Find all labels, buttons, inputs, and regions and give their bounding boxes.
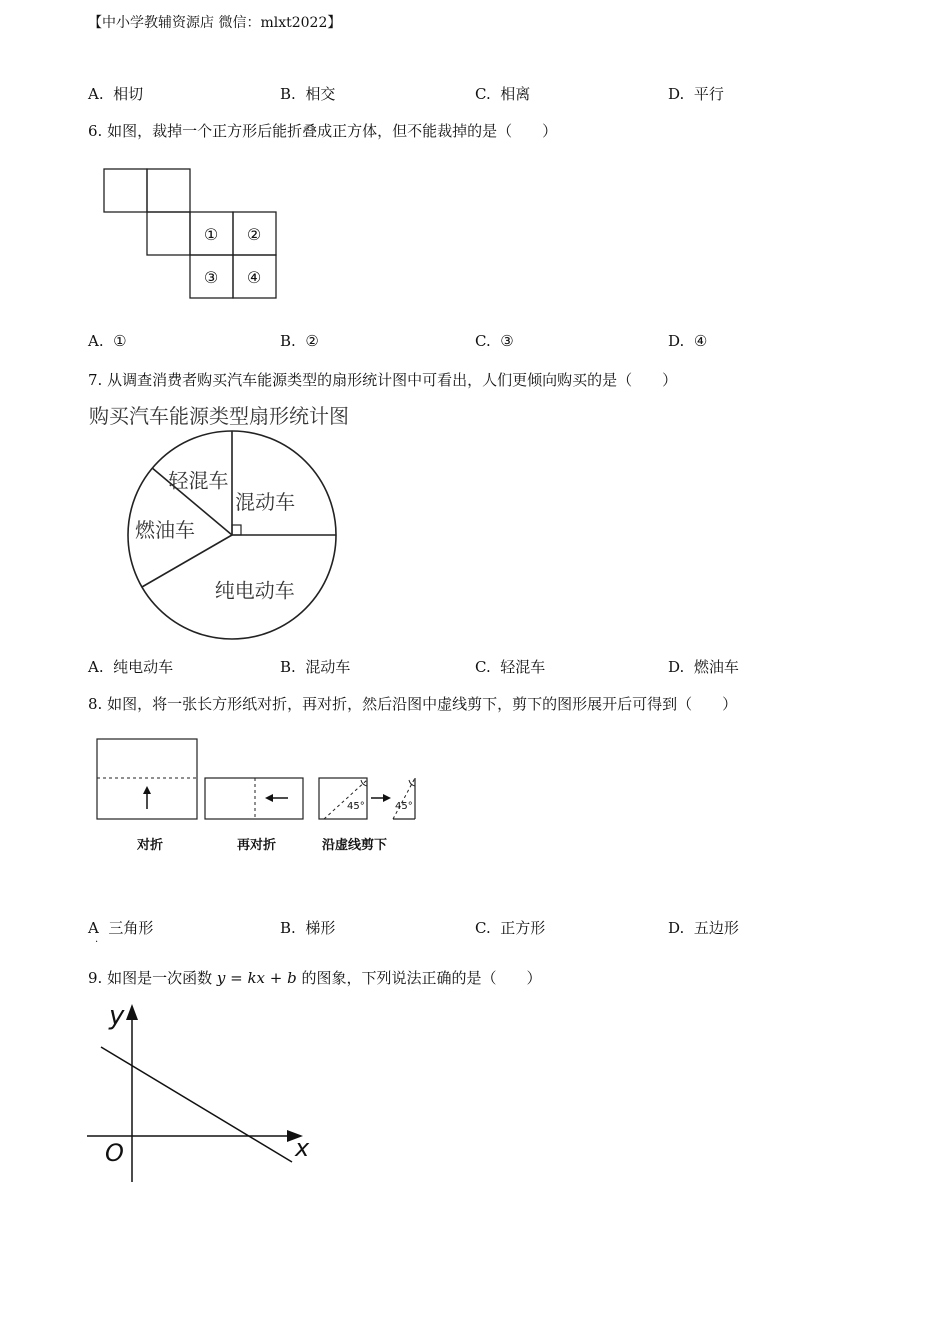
net-square bbox=[147, 169, 190, 212]
caption-fold: 对折 bbox=[137, 838, 164, 853]
q5-option-d[interactable]: D. 平行 bbox=[668, 85, 724, 103]
q9-formula: y = kx + b bbox=[216, 969, 297, 987]
x-axis-label: x bbox=[295, 1134, 310, 1162]
step2-rect bbox=[205, 778, 303, 819]
q8-option-b[interactable]: B. 梯形 bbox=[280, 919, 336, 937]
q5-option-b[interactable]: B. 相交 bbox=[280, 85, 336, 103]
stray-dot: . bbox=[95, 934, 99, 945]
q7-stem: 7. 从调查消费者购买汽车能源类型的扇形统计图中可看出，人们更倾向购买的是（ ） bbox=[88, 371, 678, 389]
q7-pie-chart bbox=[85, 398, 385, 643]
angle-label-2: 45° bbox=[395, 801, 413, 812]
left-arrow-icon bbox=[265, 794, 273, 802]
q5-option-c[interactable]: C. 相离 bbox=[475, 85, 531, 103]
net-label-3: ③ bbox=[203, 268, 219, 287]
y-axis-label: y bbox=[109, 1001, 125, 1031]
caption-fold-again: 再对折 bbox=[237, 838, 277, 853]
q7-option-b[interactable]: B. 混动车 bbox=[280, 658, 351, 676]
q8-paper-folding-figure bbox=[95, 736, 425, 826]
q8-option-c[interactable]: C. 正方形 bbox=[475, 919, 546, 937]
q9-linear-graph bbox=[85, 998, 325, 1188]
q8-stem: 8. 如图，将一张长方形纸对折，再对折，然后沿图中虚线剪下，剪下的图形展开后可得到（ ） bbox=[88, 695, 738, 713]
q6-option-c[interactable]: C. ③ bbox=[475, 332, 514, 350]
q6-cube-net-figure bbox=[100, 165, 285, 305]
net-label-2: ② bbox=[246, 225, 262, 244]
pie-title: 购买汽车能源类型扇形统计图 bbox=[89, 404, 349, 428]
pie-slice-label: 燃油车 bbox=[135, 518, 196, 543]
net-square bbox=[147, 212, 190, 255]
up-arrow-icon bbox=[143, 786, 151, 794]
q6-option-a[interactable]: A. ① bbox=[88, 332, 127, 350]
q5-option-a[interactable]: A. 相切 bbox=[88, 85, 144, 103]
angle-label-1: 45° bbox=[347, 801, 365, 812]
q6-option-d[interactable]: D. ④ bbox=[668, 332, 708, 350]
q8-option-d[interactable]: D. 五边形 bbox=[668, 919, 739, 937]
net-label-1: ① bbox=[203, 225, 219, 244]
pie-slice-label: 轻混车 bbox=[168, 468, 229, 493]
pie-slice-label: 混动车 bbox=[235, 489, 296, 514]
q6-stem: 6. 如图，裁掉一个正方形后能折叠成正方体，但不能裁掉的是（ ） bbox=[88, 122, 558, 140]
q7-option-d[interactable]: D. 燃油车 bbox=[668, 658, 739, 676]
step3-cut-line bbox=[324, 780, 367, 819]
q6-option-b[interactable]: B. ② bbox=[280, 332, 319, 350]
y-axis-arrow-icon bbox=[126, 1004, 138, 1020]
right-arrow-icon bbox=[383, 794, 391, 802]
header-banner: 【中小学教辅资源店 微信：mlxt2022】 bbox=[88, 15, 342, 31]
net-square bbox=[104, 169, 147, 212]
caption-cut: 沿虚线剪下 bbox=[322, 838, 388, 853]
net-label-4: ④ bbox=[246, 268, 262, 287]
q7-option-a[interactable]: A. 纯电动车 bbox=[88, 658, 174, 676]
q9-stem: 9. 如图是一次函数 y = kx + b 的图象，下列说法正确的是（ ） bbox=[88, 969, 542, 987]
right-angle-mark bbox=[232, 525, 241, 535]
q8-option-a[interactable]: A 三角形 bbox=[88, 919, 154, 937]
q7-option-c[interactable]: C. 轻混车 bbox=[475, 658, 546, 676]
angle-arc-2 bbox=[409, 780, 415, 786]
step3-rect bbox=[319, 778, 367, 819]
origin-label: O bbox=[105, 1139, 124, 1167]
function-line bbox=[101, 1047, 292, 1162]
pie-slice-label: 纯电动车 bbox=[214, 578, 295, 603]
